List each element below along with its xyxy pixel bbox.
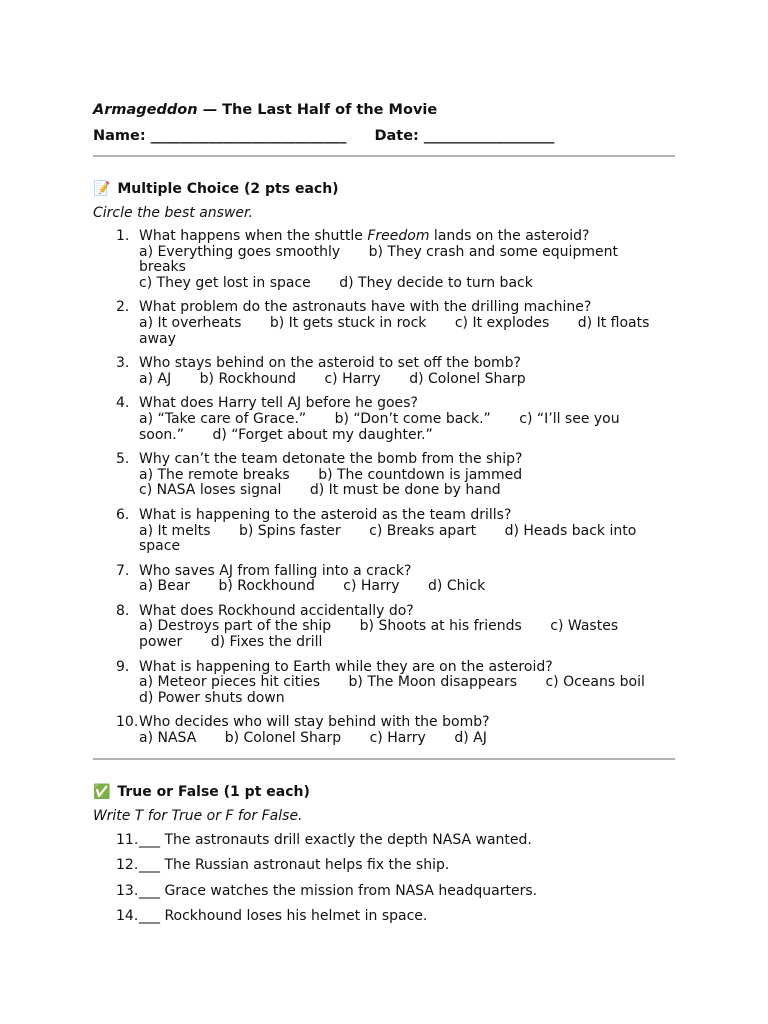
answer-option[interactable]: a) “Take care of Grace.” — [139, 410, 307, 427]
answer-option[interactable]: d) Fixes the drill — [210, 634, 323, 651]
answer-option[interactable]: a) NASA — [139, 730, 197, 747]
question-number: 12. — [116, 857, 139, 874]
tf-instruction: Write T for True or F for False. — [93, 807, 303, 824]
question-number: 2. — [116, 299, 130, 316]
title-rest: — The Last Half of the Movie — [197, 102, 438, 118]
answer-option[interactable]: b) Colonel Sharp — [224, 730, 342, 747]
answer-option[interactable]: c) Wastes power — [139, 618, 619, 651]
answer-option[interactable]: c) Breaks apart — [369, 522, 477, 539]
question-text: What does Harry tell AJ before he goes? — [139, 395, 418, 412]
question-number: 11. — [116, 831, 139, 848]
question-text: Who saves AJ from falling into a crack? — [139, 562, 412, 579]
question-number: 1. — [116, 228, 130, 244]
true-false-item — [93, 882, 675, 900]
answer-option[interactable]: d) It must be done by hand — [309, 482, 501, 499]
question-text-emphasis: Freedom — [367, 228, 430, 244]
mc-instruction: Circle the best answer. — [93, 205, 253, 221]
answer-option[interactable]: d) They decide to turn back — [339, 274, 533, 291]
question-item — [93, 604, 675, 651]
true-false-item — [93, 907, 675, 925]
mc-heading — [93, 180, 675, 198]
answer-option[interactable]: c) It explodes — [454, 314, 550, 331]
answer-option[interactable]: d) Heads back into space — [139, 522, 637, 555]
title-movie: Armageddon — [93, 102, 198, 118]
answer-option[interactable]: a) Bear — [139, 578, 191, 595]
question-number: 5. — [116, 451, 130, 468]
statement-text[interactable]: ___ Grace watches the mission from NASA headquarters. — [139, 882, 538, 899]
answer-option[interactable]: c) NASA loses signal — [139, 482, 282, 499]
question-text-part: What happens when the shuttle — [139, 228, 368, 244]
question-number: 3. — [116, 355, 130, 372]
question-number: 14. — [116, 908, 139, 925]
answer-options — [139, 579, 675, 595]
answer-option[interactable]: a) AJ — [139, 370, 172, 387]
answer-option[interactable]: b) Spins faster — [238, 522, 341, 539]
checkmark-icon: ✅ — [93, 783, 111, 800]
statement-text[interactable]: ___ Rockhound loses his helmet in space. — [139, 908, 428, 925]
question-number: 7. — [116, 562, 130, 579]
question-text-part: lands on the asteroid? — [429, 228, 590, 244]
statement-text[interactable]: ___ The Russian astronaut helps fix the ship. — [139, 857, 450, 874]
answer-option[interactable]: a) It melts — [139, 522, 211, 539]
answer-option[interactable]: b) It gets stuck in rock — [269, 314, 427, 331]
question-text: What is happening to the asteroid as the team drills? — [139, 506, 512, 523]
name-date-line — [93, 127, 675, 145]
answer-options — [139, 372, 675, 388]
answer-option[interactable]: b) “Don’t come back.” — [334, 410, 491, 427]
answer-option[interactable]: d) Colonel Sharp — [409, 370, 526, 387]
answer-option[interactable]: b) They crash and some equipment breaks — [139, 243, 618, 276]
tf-heading — [93, 783, 675, 801]
question-number: 9. — [116, 658, 130, 675]
question-number: 6. — [116, 506, 130, 523]
question-item — [93, 452, 675, 499]
answer-option[interactable]: d) It floats away — [139, 314, 650, 347]
answer-option[interactable]: d) Power shuts down — [139, 689, 285, 706]
question-item — [93, 508, 675, 555]
answer-option[interactable]: c) Harry — [369, 730, 426, 747]
answer-option[interactable]: a) It overheats — [139, 314, 242, 331]
question-item — [93, 660, 675, 707]
question-text: What problem do the astronauts have with the drilling machine? — [139, 299, 592, 316]
question-number: 10. — [116, 714, 139, 731]
answer-option[interactable]: b) The Moon disappears — [348, 674, 518, 691]
answer-option[interactable]: c) “I’ll see you soon.” — [139, 410, 620, 443]
true-false-item — [93, 831, 675, 849]
question-number: 4. — [116, 395, 130, 412]
answer-option[interactable]: d) “Forget about my daughter.” — [212, 426, 433, 443]
answer-options — [139, 468, 675, 499]
divider-middle — [93, 758, 675, 760]
worksheet-content — [93, 101, 675, 925]
answer-options — [139, 731, 675, 747]
true-false-item — [93, 856, 675, 874]
answer-option[interactable]: c) They get lost in space — [139, 274, 311, 291]
date-field[interactable]: Date: __________________ — [374, 128, 555, 144]
divider-top — [93, 155, 675, 157]
answer-option[interactable]: b) Shoots at his friends — [359, 618, 522, 635]
question-number: 13. — [116, 882, 139, 899]
answer-option[interactable]: c) Oceans boil — [545, 674, 645, 691]
answer-options — [139, 619, 675, 650]
question-item — [93, 715, 675, 746]
question-item — [93, 300, 675, 347]
question-text: Who stays behind on the asteroid to set off the bomb? — [139, 355, 521, 372]
answer-option[interactable]: c) Harry — [324, 370, 381, 387]
name-field[interactable]: Name: ___________________________ — [93, 128, 347, 144]
worksheet-title — [93, 101, 675, 119]
question-item — [93, 396, 675, 443]
question-text: What is happening to Earth while they are on the asteroid? — [139, 658, 553, 675]
answer-option[interactable]: d) Chick — [428, 578, 486, 595]
answer-option[interactable]: a) Everything goes smoothly — [139, 243, 341, 260]
answer-option[interactable]: a) Meteor pieces hit cities — [139, 674, 321, 691]
answer-option[interactable]: b) The countdown is jammed — [318, 466, 523, 483]
tf-heading-text: True or False (1 pt each) — [117, 783, 310, 800]
answer-option[interactable]: c) Harry — [343, 578, 400, 595]
answer-options — [139, 675, 675, 706]
question-text: What does Rockhound accidentally do? — [139, 602, 414, 619]
answer-option[interactable]: b) Rockhound — [218, 578, 315, 595]
question-text — [139, 229, 675, 245]
answer-option[interactable]: d) AJ — [454, 730, 487, 747]
memo-icon: 📝 — [93, 181, 111, 197]
question-text: Why can’t the team detonate the bomb from the ship? — [139, 451, 523, 468]
mc-question-list — [93, 229, 675, 747]
question-item — [93, 229, 675, 291]
answer-options — [139, 412, 675, 443]
answer-option[interactable]: a) Destroys part of the ship — [139, 618, 332, 635]
question-number: 8. — [116, 602, 130, 619]
statement-text[interactable]: ___ The astronauts drill exactly the depth NASA wanted. — [139, 831, 532, 848]
answer-option[interactable]: a) The remote breaks — [139, 466, 290, 483]
question-item — [93, 564, 675, 595]
answer-options — [139, 245, 675, 292]
tf-question-list — [93, 831, 675, 926]
mc-heading-text: Multiple Choice (2 pts each) — [117, 181, 339, 197]
question-text: Who decides who will stay behind with the bomb? — [139, 714, 490, 731]
answer-option[interactable]: b) Rockhound — [199, 370, 296, 387]
answer-options — [139, 524, 675, 555]
question-item — [93, 356, 675, 387]
answer-options — [139, 316, 675, 347]
